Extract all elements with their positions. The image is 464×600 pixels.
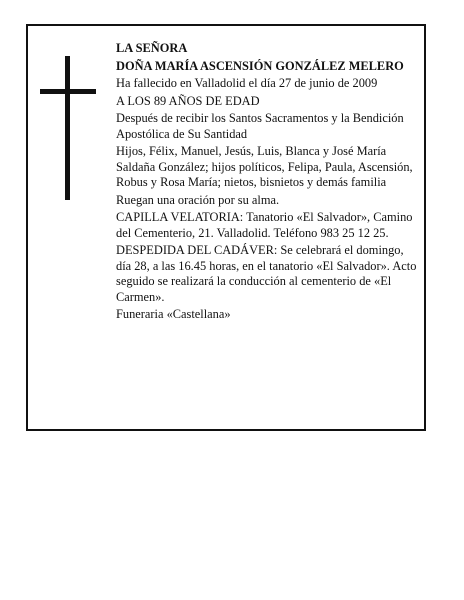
- cross-horizontal-bar: [40, 89, 96, 94]
- funeral-info: DESPEDIDA DEL CADÁVER: Se celebrará el domingo, día 28, a las 16.45 horas, en el tanatorio «El Salvador». Acto seguido se realizará la conducción al cementerio de «El Carmen».: [116, 243, 417, 304]
- cross-vertical-bar: [65, 56, 70, 200]
- sacraments-line: Después de recibir los Santos Sacramentos y la Bendición Apostólica de Su Santidad: [116, 111, 404, 141]
- funeral-home: Funeraria «Castellana»: [116, 307, 231, 322]
- obituary-notice: [26, 24, 426, 431]
- chapel-info: CAPILLA VELATORIA: Tanatorio «El Salvador», Camino del Cementerio, 21. Valladolid. Teléfono 983 25 12 25.: [116, 210, 413, 240]
- notice-text: [116, 41, 420, 325]
- death-announcement: Ha fallecido en Valladolid el día 27 de junio de 2009: [116, 76, 378, 91]
- cross-icon: [40, 56, 96, 200]
- prayer-request: Ruegan una oración por su alma.: [116, 192, 280, 207]
- family-list: Hijos, Félix, Manuel, Jesús, Luis, Blanca y José María Saldaña González; hijos políticos, Felipa, Paula, Ascensión, Robus y Rosa María; nietos, bisnietos y demás familia: [116, 144, 413, 190]
- age-line: A LOS 89 AÑOS DE EDAD: [116, 93, 260, 108]
- deceased-name: DOÑA MARÍA ASCENSIÓN GONZÁLEZ MELERO: [116, 58, 404, 73]
- notice-title-line1: LA SEÑORA: [116, 41, 188, 55]
